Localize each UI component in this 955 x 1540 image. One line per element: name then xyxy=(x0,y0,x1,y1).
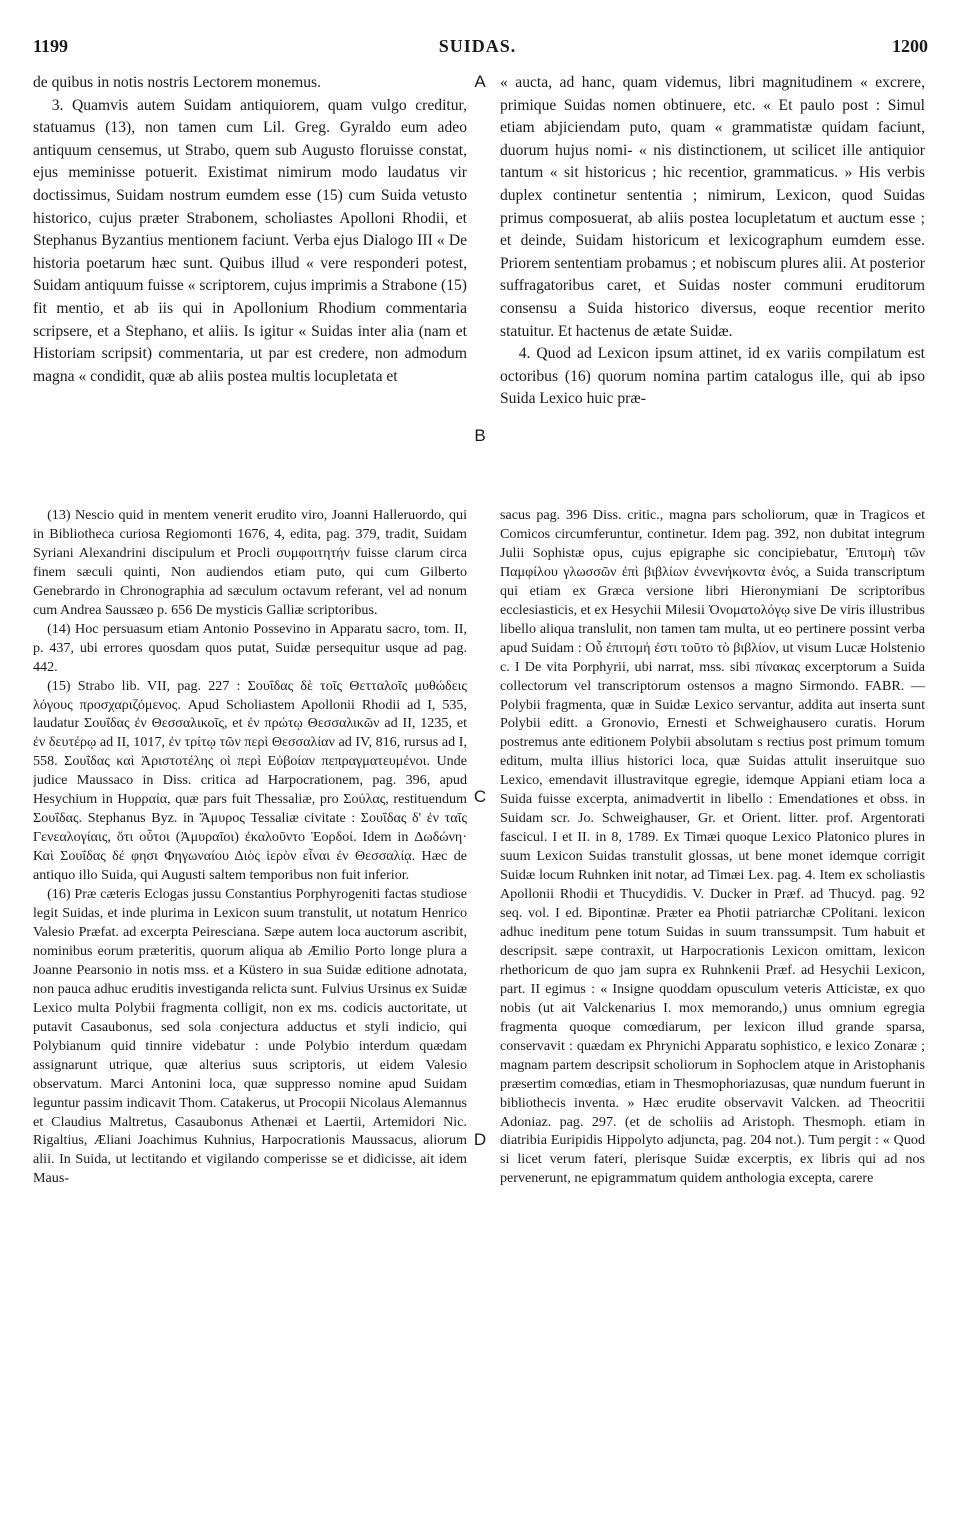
paragraph: de quibus in notis nostris Lectorem monemus. xyxy=(33,74,322,91)
page-header xyxy=(0,36,955,66)
footnote-13: (13) Nescio quid in mentem venerit erudito viro, Joanni Halleruordo, qui in Bibliotheca curiosa Regiomonti 1676, 4, edita, pag. 379, tradit, Suidam Syriani Alexandrini discipulum et Procli συμφοιτητήν fuisse clarum circa finem sæculi quinti, Non audiendos etiam puto, qui cum Gilberto Genebrardo in Chronographia ad sæculum octavum referant, vel ad nonum cum Andrea Saussæo p. 656 De mysticis Galliæ scriptoribus. xyxy=(33,507,467,618)
margin-marker-a: A xyxy=(474,72,486,91)
page-number-left: 1199 xyxy=(33,36,69,56)
paragraph: « aucta, ad hanc, quam videmus, libri magnitudinem « excrere, primique Suidas nomen obtinuere, etc. « Et paulo post : Simul etiam abjiciendam puto, quam « grammatistæ quidam faciunt, duorum hujus nomi- « nis distinctionem, ut scilicet ille antiquior tantum « sit historicus ; hic recentior, grammaticus. » His verbis duplex continetur sententia ; nimirum, Lexicon, quod Suidas primus composuerat, ab aliis postea locupletatum et auctum esse ; et deinde, Suidam historicum et lexicographum eumdem esse. Priorem sententiam probamus ; et nobiscum plures alii. At posterior suffragatoribus caret, et Suidas noster communi eruditorum consensu a Suida historico diversus, eoque recentior merito statuitur. Et hactenus de ætate Suidæ. xyxy=(500,74,925,340)
footnotes-left-column xyxy=(33,506,467,1506)
margin-marker-d: D xyxy=(473,1130,487,1149)
footnote-continuation: sacus pag. 396 Diss. critic., magna pars scholiorum, quæ in Tragicos et Comicos circumferuntur, continetur. Idem pag. 392, non dubitat integrum Julii Sophistæ opus, cujus epigraphe sic concipiebatur, Ἐπιτομὴ τῶν Παμφίλου γλωσσῶν ἐπὶ βιβλίων ἐννενήκοντα ἑνός, a Suida transcriptum qui etiam ex Græca versione libri Hieronymiani De scriptoribus ecclesiasticis, et ex Hesychii Milesii Ὀνοματολόγῳ sive De viris illustribus libello aliqua translulit, non tamen tam multa, ut eo pertinere possint verba apud Suidam : Οὗ ἐπιτομή ἐστι τοῦτο τὸ βιβλίον, ut visum Lucæ Holstenio c. I De vita Porphyrii, ubi narrat, mss. sibi πίνακας excerptorum a Suida collectorum vel transcriptorum ostensos a magno Sirmondo. FABR. — Polybii fragmenta, quæ in Suidæ Lexico servantur, addita aut inserta sunt Polybii editt. a Gronovio, Ernesti et Schweighausero curatis. Horum postremus ante editionem Polybii absolutam s rectius post primum tomum editum, multa illius historici loca, quæ Suidas attulit inseruitque suo Lexico, emendavit illustravitque egregie, idemque Appiani etiam loca a Suida fuisse excerpta, animadvertit in libello : Emendationes et obss. in Suidam scr. Jo. Schweighauser, Gr. et Orient. litter. prof. Argentorati fascicul. I et II. in 8, 1789. Ex Timæi quoque Lexico Platonico plures in suum Lexicon Suidas transtulit glossas, ut bene monet idemque corrigit Suidæ locum Ruhnken init notar, ad Timæi Lex. pag. 4. Item ex scholiastis Apollonii Rhodii et Thucydidis. V. Ducker in Præf. ad Thucyd. pag. 92 seq. vol. I ed. Bipontinæ. Præter ea Photii patriarchæ CPolitani. lexicon adhuc ineditum pene totum Suidas in suum transsumpsit. Tum habuit et descripsit. sæpe contraxit, ut Harpocrationis Lexicon omittam, lexicon rhethoricum de quo jam supra ex Ruhnkenii Præf. ad Hesychii Lexicon, part. II egimus : « Insigne quoddam opusculum veteris Atticistæ, ex quo nobis (ut ait Valckenarius I. mox memorando,) unus omnium egregia fragmenta quoque comœdiarum, per lexicon illud grande sparsa, conservavit : quædam ex Phrynichi Apparatu sophistico, e lexico Zonaræ ; magnam partem descripsit scholiorum in Sophoclem atque in Aristophanis præsertim comœdias, etiam in Thesmophoriazusas, quæ nundum fuerunt in bibliothecis inventa. » Hæc erudite observavit Valcken. ad Theocritii Adoniaz. pag. 297. (et de scholiis ad Aristoph. Thesmoph. etiam in diatribia Euripidis Hippolyto adjuncta, pag. 204 not.). Tum pergit : « Quod si licet verum fateri, plerisque Suidæ excerptis, ex libris qui ad nos pervenerunt, ne epigrammatum quidem anthologia excepta, carere xyxy=(500,507,925,1187)
paragraph: 3. Quamvis autem Suidam antiquiorem, quam vulgo creditur, statuamus (13), non tamen cum Lil. Greg. Gyraldo eum adeo antiquum censemus, ut Strabo, quem sub Augusto floruisse constat, ejus meminisse potuerit. Existimat nimirum modo laudatus vir doctissimus, Suidam nostrum eumdem esse (15) cum Suida vetusto historico, cujus præter Strabonem, scholiastes Apolloni Rhodii, et Stephanus Byzantius mentionem faciunt. Verba ejus Dialogo III « De historia poetarum hæc sunt. Quibus illud « vere responderi potest, Suidam antiquum fuisse « scriptorem, cujus imprimis a Strabone (15) fit mentio, et ab iis qui in Apollonium Rhodium commentaria scripsere, et a Stephano, et aliis. Is igitur « Suidas inter alia (nam et Historiam scripsit) commentaria, ut par est credere, non admodum magna « condidit, quæ ab aliis postea multis locupletata et xyxy=(33,96,467,385)
footnote-15: (15) Strabo lib. VII, pag. 227 : Σουΐδας δὲ τοῖς Θετταλοῖς μυθώδεις λόγους προσχαριζόμενος. Apud Scholiastem Apollonii Rhodii ad I, 535, laudatur Σουΐδας ἐν Θεσσαλικοῖς, et ἐν πρώτῳ Θεσσαλικῶν ad II, 1235, et ἐν δευτέρῳ ad II, 1017, ἐν τρίτῳ τῶν περὶ Θεσσαλίαν ad IV, 816, rursus ad I, 558. Σουΐδας καὶ Ἀριστοτέλης οἱ περὶ Εὐβοίαν πεπραγματευμένοι. Unde judice Maussaco in Diss. critica ad Harpocrationem, pag. 396, apud Hesychium in Ηυρραία, quæ pars fuit Thessaliæ, pro Σούλας, restituendum Σουΐδας. Stephanus Byz. in Ἄμυρος Tessaliæ civitate : Σουΐδας δ' ἐν ταῖς Γενεαλογίαις, ὅτι οὗτοι (Ἀμυραῖοι) ἐκαλοῦντο Ἐορδοί. Idem in Δωδώνη· Καὶ Σουΐδας δέ φησι Φηγωναίου Διὸς ἱερὸν εἶναι ἐν Θεσσαλίᾳ. Hæc de antiquo illo Suida, qui Augusti saltem temporibus non fuit inferior. xyxy=(33,677,467,884)
footnote-16: (16) Præ cæteris Eclogas jussu Constantius Porphyrogeniti factas studiose legit Suidas, et inde plurima in Lexicon suum transtulit, ut notatum Henrico Valesio Præfat. ad excerpta Peiresciana. Sæpe autem loca auctorum ascribit, nominibus eorum præteritis, quorum aliqua ab Æmilio Porto longe plura a Joanne Pearsonio in notis mss. et a Küstero in sua Suidæ editione adnotata, non pauca adhuc eruditis investiganda relicta sunt. Fulvius Ursinus ex Suidæ Lexico multa Polybii fragmenta colligit, non ex ms. codicis auctoritate, ut putavit Casaubonus, sed sola conjectura adductus et styli indicio, qui Polybianum quid tinnire videbatur : unde Polybio interdum quædam assignarunt utrique, quæ alterius suus scriptoris, ut eidem Valesio observatum. Marci Antonini loca, quæ suppresso nomine apud Suidam leguntur passim indicavit Thom. Catakerus, ut Procopii Nicolaus Alemannus et Claudius Maltretus, Casaubonus Athenæi et Laertii, Artemidori Nic. Rigaltius, Æliani Joachimus Kuhnius, Harpocrationis Maussacus, aliorum alii. In Suida, ut lectitando et vigilando comperisse se et didicisse, ait idem Maus- xyxy=(33,886,467,1187)
footnotes-right-column xyxy=(500,506,925,1506)
margin-marker-b: B xyxy=(474,426,486,445)
running-title: SUIDAS. xyxy=(438,36,517,56)
page-number-right: 1200 xyxy=(892,36,928,56)
main-text-right-column xyxy=(500,72,925,502)
margin-marker-c: C xyxy=(473,787,487,806)
main-text-left-column xyxy=(33,72,467,502)
footnote-14: (14) Hoc persuasum etiam Antonio Possevino in Apparatu sacro, tom. II, p. 437, ubi errores quosdam quos putat, Suidæ persequitur usque ad pag. 442. xyxy=(33,620,467,675)
paragraph: 4. Quod ad Lexicon ipsum attinet, id ex variis compilatum est octoribus (16) quorum nomina partim catalogus ille, qui ab ipso Suida Lexico huic præ- xyxy=(500,345,925,408)
